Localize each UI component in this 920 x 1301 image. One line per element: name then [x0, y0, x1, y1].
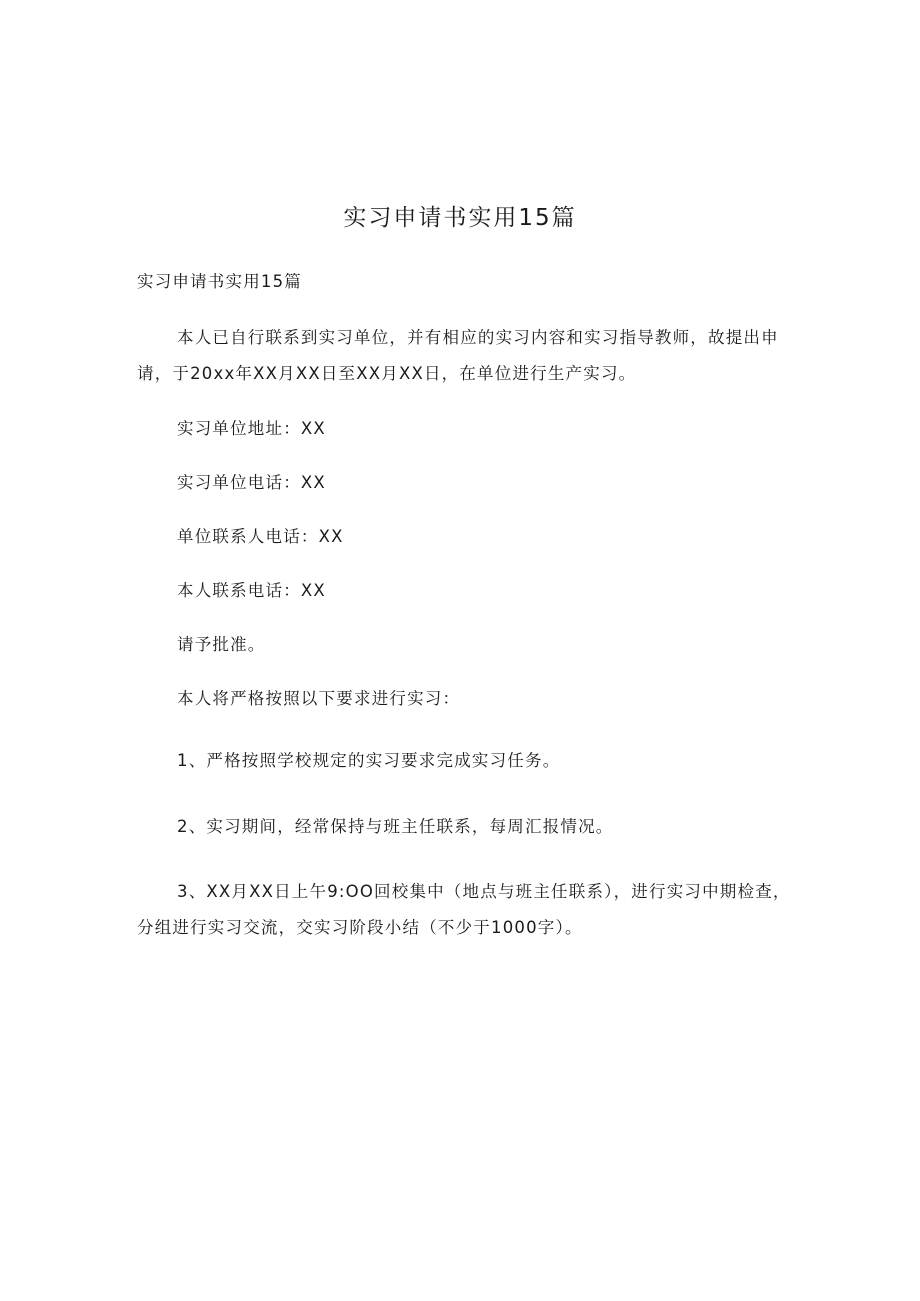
contact-phone-line: 单位联系人电话：XX: [177, 527, 344, 546]
unit-phone-line: 实习单位电话：XX: [177, 473, 326, 492]
self-phone-line: 本人联系电话：XX: [177, 581, 326, 600]
unit-address-line: 实习单位地址：XX: [177, 419, 326, 438]
requirement-item: 2、实习期间，经常保持与班主任联系，每周汇报情况。: [177, 817, 614, 836]
requirement-item: 1、严格按照学校规定的实习要求完成实习任务。: [177, 751, 561, 770]
document-subtitle: 实习申请书实用15篇: [137, 272, 302, 291]
requirements-intro-line: 本人将严格按照以下要求进行实习：: [177, 689, 461, 708]
approval-request-line: 请予批准。: [177, 635, 266, 654]
requirement-item: 3、XX月XX日上午9:OO回校集中（地点与班主任联系），进行实习中期检查，分组进行实习交流，交实习阶段小结（不少于1000字）。: [137, 882, 791, 937]
intro-paragraph: 本人已自行联系到实习单位，并有相应的实习内容和实习指导教师，故提出申请，于20xx年XX月XX日至XX月XX日，在单位进行生产实习。: [137, 328, 779, 383]
document-title: 实习申请书实用15篇: [343, 205, 577, 231]
